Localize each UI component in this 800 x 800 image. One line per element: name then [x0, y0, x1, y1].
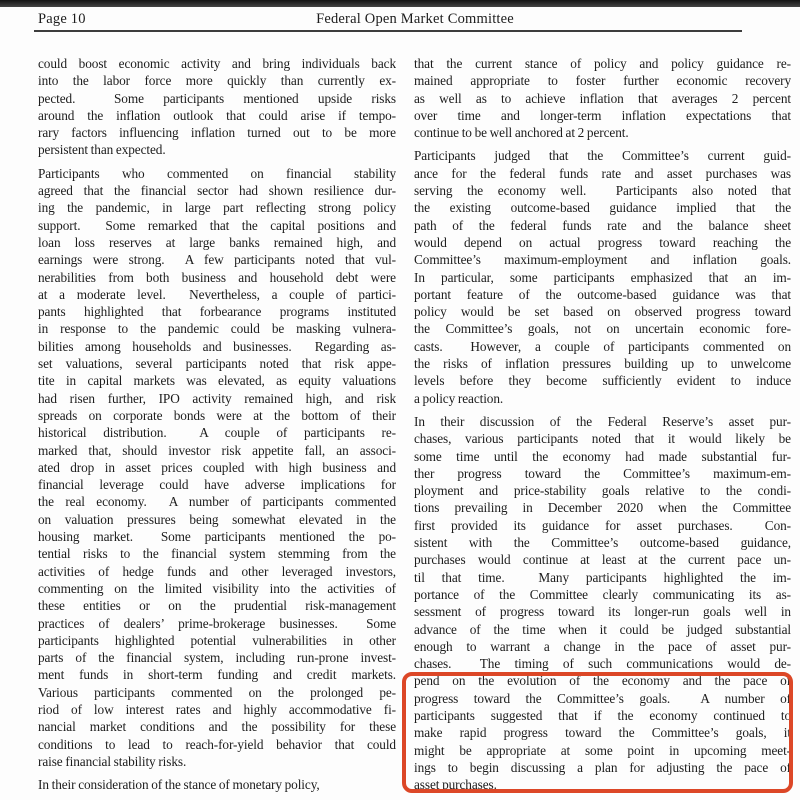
text-line: marked that, should investor risk appetite fall, an associ-: [38, 442, 396, 458]
text-line: first provided its guidance for asset purchases. Con-: [414, 517, 791, 533]
page-number-label: Page 10: [38, 11, 86, 27]
text-line: purchases would continue at least at the current pace un-: [414, 552, 791, 568]
text-line: earnings were strong. A few participants noted that vul-: [38, 252, 396, 268]
paragraph: [38, 776, 396, 793]
text-line: portant feature of the outcome-based guidance was that: [414, 286, 791, 302]
text-line: some time until the economy had made substantial fur-: [414, 448, 791, 464]
text-line: the existing outcome-based guidance implied that the: [414, 200, 791, 216]
text-line: on valuation pressures being somewhat elevated in the: [38, 511, 396, 527]
text-line: the real economy. A number of participants commented: [38, 494, 396, 510]
paragraph: [414, 55, 791, 141]
text-line: advance of the time when it could be judged substantial: [414, 621, 791, 637]
text-line: riod of low interest rates and highly accommodative fi-: [38, 701, 396, 717]
text-line: financial leverage could have adverse implications for: [38, 477, 396, 493]
text-line: Participants judged that the Committee’s current guid-: [414, 148, 791, 164]
text-line: portance of the Committee clearly communicating its as-: [414, 586, 791, 602]
text-line: raise financial stability risks.: [38, 753, 187, 769]
text-line: persistent than expected.: [38, 142, 166, 158]
text-line: practices of dealers’ prime-brokerage businesses. Some: [38, 615, 396, 631]
text-line: In their discussion of the Federal Reserve’s asset pur-: [414, 413, 791, 429]
text-line: ance for the federal funds rate and asset purchases was: [414, 165, 791, 181]
text-line: chases. The timing of such communications would de-: [414, 656, 791, 672]
text-line: casts. However, a couple of participants commented on: [414, 338, 791, 354]
top-edge-bar: [0, 0, 800, 7]
text-line: pected. Some participants mentioned upside risks: [38, 90, 396, 106]
text-line: around the inflation outlook that could arise if tempo-: [38, 107, 396, 123]
text-line: enough to warrant a change in the pace of asset pur-: [414, 638, 791, 654]
text-line: activities of hedge funds and other leveraged investors,: [38, 563, 396, 579]
text-line: participants highlighted potential vulnerabilities in other: [38, 632, 396, 648]
text-line: Various participants commented on the prolonged pe-: [38, 684, 396, 700]
text-line: sessment of progress toward its longer-run goals well in: [414, 604, 791, 620]
left-column: [38, 55, 396, 799]
text-line: ployment and price-stability goals relative to the condi-: [414, 483, 791, 499]
text-line: ther progress toward the Committee’s maximum-em-: [414, 465, 791, 481]
text-line: Committee’s maximum-employment and inflation goals.: [414, 252, 791, 268]
text-line: as well as to achieve inflation that averages 2 percent: [414, 90, 791, 106]
text-line: ing the pandemic, in large part reflecting strong policy: [38, 200, 396, 216]
text-line: agreed that the financial sector had shown resilience dur-: [38, 183, 396, 199]
text-line: loan loss reserves at large banks remained high, and: [38, 234, 396, 250]
text-line: In their consideration of the stance of monetary policy,: [38, 777, 320, 793]
header-rule: [34, 30, 742, 32]
text-line: pend on the evolution of the economy and the pace of: [414, 673, 791, 689]
text-line: pants highlighted that forbearance programs instituted: [38, 304, 396, 320]
text-line: progress toward the Committee’s goals. A number of: [414, 690, 791, 706]
text-line: nancial market conditions and the possibility for these: [38, 719, 396, 735]
text-line: over time and longer-term inflation expectations that: [414, 107, 791, 123]
document-header-title: Federal Open Market Committee: [316, 11, 514, 27]
text-line: set valuations, several participants noted that risk appe-: [38, 356, 396, 372]
paragraph: [38, 55, 396, 159]
text-line: asset purchases.: [414, 777, 497, 793]
text-line: parts of the financial system, including run-prone invest-: [38, 650, 396, 666]
text-line: commenting on the limited visibility into the activities of: [38, 580, 396, 596]
text-line: could boost economic activity and bring individuals back: [38, 56, 396, 71]
text-line: had risen further, IPO activity remained high, and risk: [38, 390, 396, 406]
text-line: housing market. Some participants mentioned the po-: [38, 529, 396, 545]
text-line: into the labor force more quickly than currently ex-: [38, 73, 396, 89]
text-line: tential risks to the financial system stemming from the: [38, 546, 396, 562]
paragraph: [414, 413, 791, 794]
paragraph: [38, 165, 396, 770]
text-line: chases, various participants noted that it would likely be: [414, 431, 791, 447]
text-line: might be appropriate at some point in upcoming meet-: [414, 742, 791, 758]
text-line: nerabilities from both business and household debt were: [38, 269, 396, 285]
text-line: ment funds in short-term funding and credit markets.: [38, 667, 396, 683]
text-line: til that time. Many participants highlighted the im-: [414, 569, 791, 585]
text-line: conditions to lead to reach-for-yield behavior that could: [38, 736, 396, 752]
text-line: that the current stance of policy and policy guidance re-: [414, 56, 791, 71]
text-line: serving the economy well. Participants also noted that: [414, 183, 791, 199]
text-line: spreads on corporate bonds were at the bottom of their: [38, 407, 396, 423]
text-line: would depend on actual progress toward reaching the: [414, 234, 791, 250]
text-line: historical distribution. A couple of participants re-: [38, 425, 396, 441]
text-line: the Committee’s goals, not on uncertain economic fore-: [414, 321, 791, 337]
text-line: policy would be set based on observed progress toward: [414, 304, 791, 320]
text-line: these entities or on the prudential risk-management: [38, 598, 396, 614]
text-line: ings to begin discussing a plan for adjusting the pace of: [414, 759, 791, 775]
text-line: bilities among households and businesses. Regarding as-: [38, 338, 396, 354]
text-line: path of the federal funds rate and the balance sheet: [414, 217, 791, 233]
text-line: a policy reaction.: [414, 390, 504, 406]
text-line: support. Some remarked that the capital positions and: [38, 217, 396, 233]
text-line: participants suggested that if the economy continued to: [414, 707, 791, 723]
text-line: ated drop in asset prices coupled with high business and: [38, 459, 396, 475]
text-line: in response to the pandemic could be masking vulnera-: [38, 321, 396, 337]
text-line: tions prevailing in December 2020 when the Committee: [414, 500, 791, 516]
paragraph: [414, 147, 791, 406]
text-line: rary factors influencing inflation turned out to be more: [38, 125, 396, 141]
text-line: at a moderate level. Nevertheless, a couple of partici-: [38, 286, 396, 302]
right-column: [414, 55, 791, 799]
text-line: make rapid progress toward the Committee’s goals, it: [414, 725, 791, 741]
text-line: levels before they become sufficiently evident to induce: [414, 373, 791, 389]
text-line: continue to be well anchored at 2 percent.: [414, 125, 629, 141]
text-line: the risks of inflation pressures building up to unwelcome: [414, 356, 791, 372]
text-line: In particular, some participants emphasized that an im-: [414, 269, 791, 285]
text-line: mained appropriate to foster further economic recovery: [414, 73, 791, 89]
text-line: tite in capital markets was elevated, as equity valuations: [38, 373, 396, 389]
text-line: Participants who commented on financial stability: [38, 165, 396, 181]
text-line: sistent with the Committee’s outcome-based guidance,: [414, 535, 791, 551]
